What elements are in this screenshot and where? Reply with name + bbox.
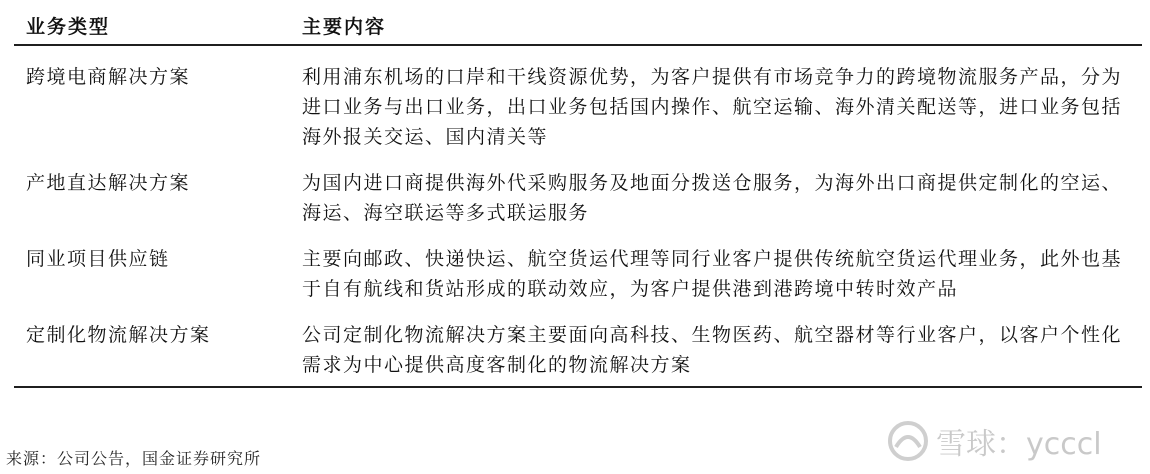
row-main-content: 公司定制化物流解决方案主要面向高科技、生物医药、航空器材等行业客户，以客户个性化需求为中心提供高度客制化的物流解决方案 bbox=[290, 304, 1142, 387]
row-business-type: 同业项目供应链 bbox=[26, 248, 170, 270]
table-row bbox=[14, 228, 1142, 304]
snowball-logo-icon bbox=[886, 419, 930, 463]
header-main-content: 主要内容 bbox=[290, 6, 1142, 45]
header-business-type: 业务类型 bbox=[14, 6, 290, 45]
row-main-content: 主要向邮政、快递快运、航空货运代理等同行业客户提供传统航空货运代理业务，此外也基于自有航线和货站形成的联动效应，为客户提供港到港跨境中转时效产品 bbox=[302, 248, 1123, 300]
table-row bbox=[14, 45, 1142, 152]
source-note: 来源：公司公告，国金证券研究所 bbox=[6, 449, 262, 468]
row-main-content: 利用浦东机场的口岸和干线资源优势，为客户提供有市场竞争力的跨境物流服务产品，分为进口业务与出口业务，出口业务包括国内操作、航空运输、海外清关配送等，进口业务包括海外报关交运、国内清关等 bbox=[302, 66, 1123, 148]
table-row bbox=[14, 152, 1142, 228]
row-business-type: 跨境电商解决方案 bbox=[26, 66, 191, 88]
watermark bbox=[886, 418, 1102, 464]
row-business-type: 定制化物流解决方案 bbox=[14, 304, 290, 387]
watermark-text: 雪球：ycccl bbox=[936, 427, 1102, 462]
table-header-row bbox=[14, 6, 1142, 45]
row-business-type: 产地直达解决方案 bbox=[26, 172, 191, 194]
business-table bbox=[14, 6, 1142, 388]
row-main-content: 为国内进口商提供海外代采购服务及地面分拨送仓服务，为海外出口商提供定制化的空运、海运、海空联运等多式联运服务 bbox=[302, 172, 1123, 224]
table-row bbox=[14, 304, 1142, 387]
